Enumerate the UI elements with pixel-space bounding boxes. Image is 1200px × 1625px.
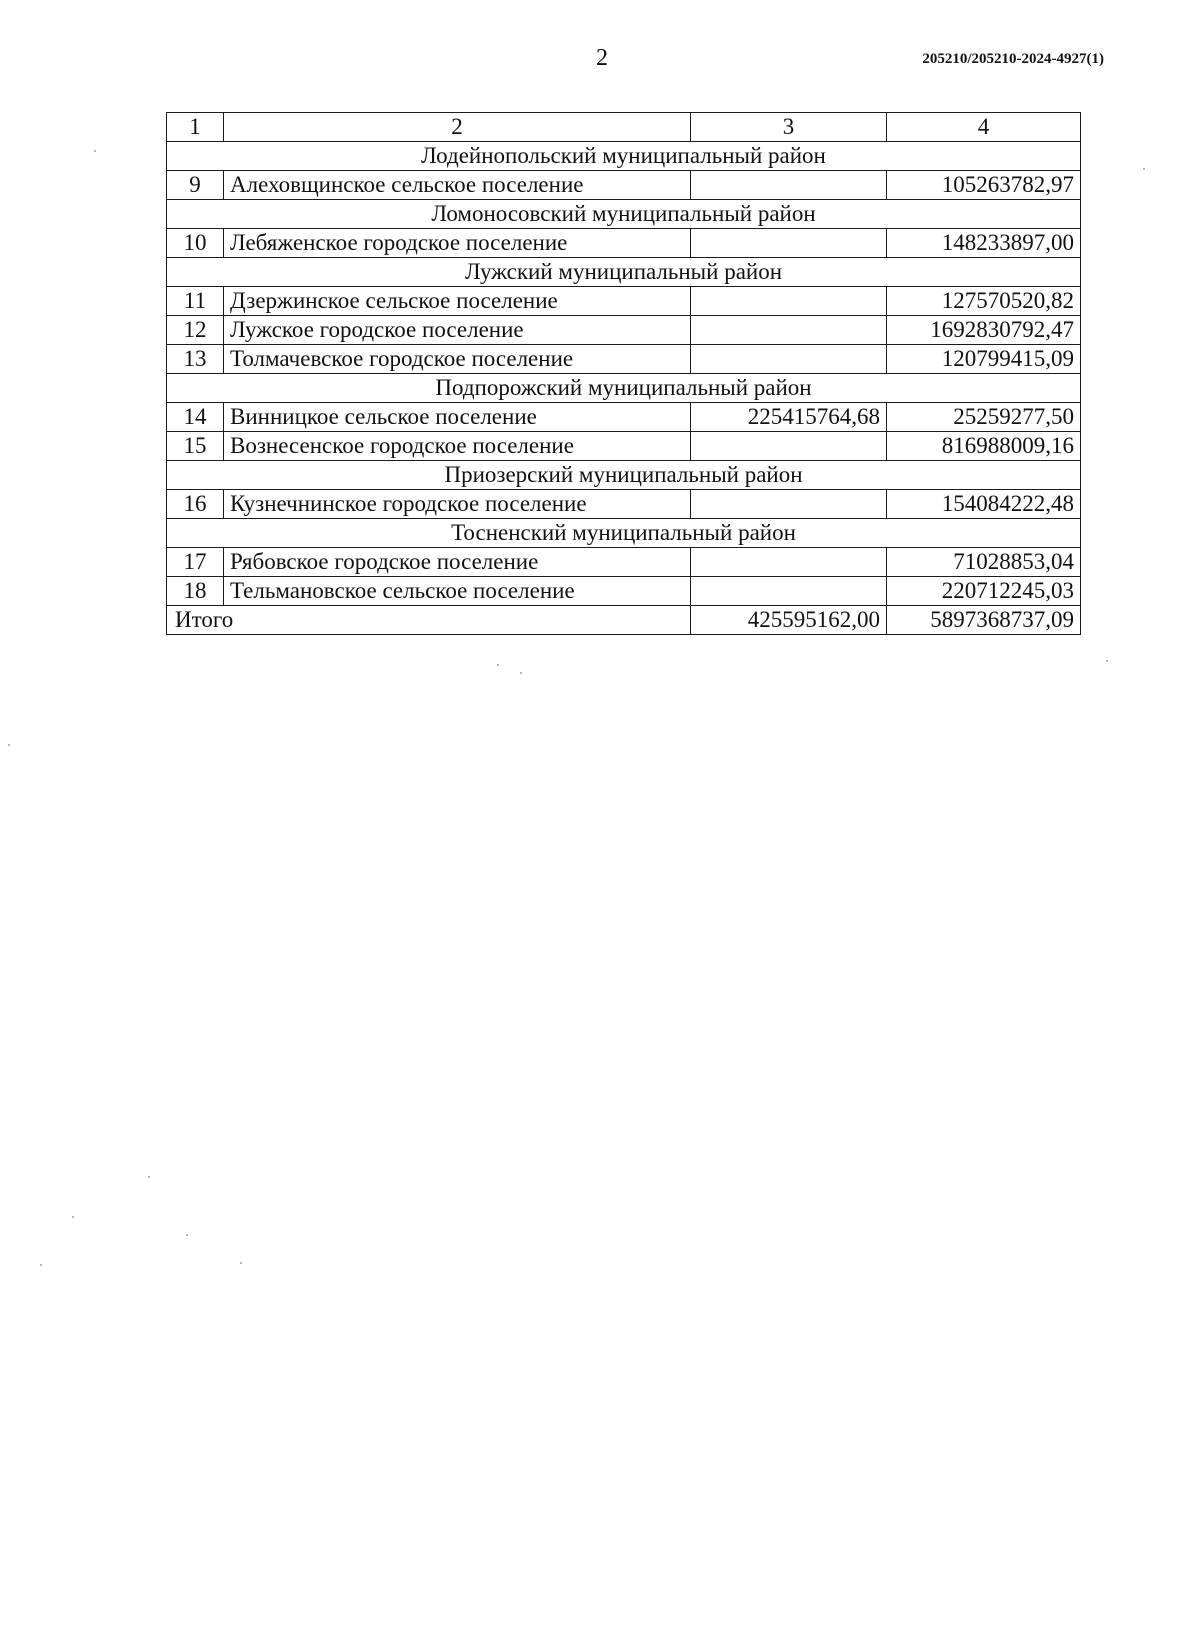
district-name: Лодейнопольский муниципальный район [167, 142, 1081, 171]
table-row [167, 345, 1081, 374]
table-row [167, 171, 1081, 200]
district-row [167, 374, 1081, 403]
total-column-4: 5897368737,09 [887, 606, 1081, 635]
column-3-value [691, 490, 887, 519]
column-4-value: 154084222,48 [887, 490, 1081, 519]
total-label: Итого [167, 606, 691, 635]
row-number: 16 [167, 490, 224, 519]
row-number: 17 [167, 548, 224, 577]
table-row [167, 548, 1081, 577]
settlement-name: Винницкое сельское поселение [224, 403, 691, 432]
table-row [167, 316, 1081, 345]
scan-speck [240, 1262, 242, 1264]
column-header: 2 [224, 113, 691, 142]
page-number: 2 [596, 45, 608, 71]
column-4-value: 71028853,04 [887, 548, 1081, 577]
scan-speck [148, 1176, 150, 1178]
table-row [167, 490, 1081, 519]
document-id: 205210/205210-2024-4927(1) [922, 51, 1104, 67]
column-4-value: 816988009,16 [887, 432, 1081, 461]
column-number-row [167, 113, 1081, 142]
table-row [167, 229, 1081, 258]
district-name: Лужский муниципальный район [167, 258, 1081, 287]
column-4-value: 120799415,09 [887, 345, 1081, 374]
settlement-name: Лужское городское поселение [224, 316, 691, 345]
district-row [167, 258, 1081, 287]
settlement-name: Кузнечнинское городское поселение [224, 490, 691, 519]
district-name: Подпорожский муниципальный район [167, 374, 1081, 403]
column-3-value [691, 548, 887, 577]
column-header: 4 [887, 113, 1081, 142]
settlement-name: Толмачевское городское поселение [224, 345, 691, 374]
district-row [167, 519, 1081, 548]
settlement-name: Вознесенское городское поселение [224, 432, 691, 461]
settlement-name: Дзержинское сельское поселение [224, 287, 691, 316]
column-3-value: 225415764,68 [691, 403, 887, 432]
column-header: 1 [167, 113, 224, 142]
district-name: Ломоносовский муниципальный район [167, 200, 1081, 229]
settlement-name: Лебяженское городское поселение [224, 229, 691, 258]
column-3-value [691, 287, 887, 316]
settlement-name: Тельмановское сельское поселение [224, 577, 691, 606]
district-name: Тосненский муниципальный район [167, 519, 1081, 548]
settlement-name: Рябовское городское поселение [224, 548, 691, 577]
scan-speck [497, 664, 499, 666]
scan-speck [1106, 660, 1108, 662]
district-row [167, 461, 1081, 490]
scan-speck [72, 1216, 74, 1218]
column-4-value: 220712245,03 [887, 577, 1081, 606]
column-3-value [691, 345, 887, 374]
settlement-name: Алеховщинское сельское поселение [224, 171, 691, 200]
column-4-value: 25259277,50 [887, 403, 1081, 432]
row-number: 13 [167, 345, 224, 374]
column-3-value [691, 577, 887, 606]
column-3-value [691, 171, 887, 200]
column-3-value [691, 432, 887, 461]
scan-speck [94, 150, 96, 152]
scan-speck [8, 744, 10, 746]
table-row [167, 403, 1081, 432]
row-number: 11 [167, 287, 224, 316]
total-row [167, 606, 1081, 635]
row-number: 9 [167, 171, 224, 200]
column-header: 3 [691, 113, 887, 142]
total-column-3: 425595162,00 [691, 606, 887, 635]
table-row [167, 432, 1081, 461]
table-row [167, 577, 1081, 606]
district-row [167, 200, 1081, 229]
column-4-value: 105263782,97 [887, 171, 1081, 200]
row-number: 10 [167, 229, 224, 258]
scan-speck [40, 1264, 42, 1266]
scan-speck [186, 1234, 188, 1236]
allocation-table [166, 112, 1081, 635]
table-row [167, 287, 1081, 316]
row-number: 15 [167, 432, 224, 461]
row-number: 18 [167, 577, 224, 606]
column-4-value: 148233897,00 [887, 229, 1081, 258]
row-number: 14 [167, 403, 224, 432]
district-row [167, 142, 1081, 171]
column-3-value [691, 316, 887, 345]
column-4-value: 127570520,82 [887, 287, 1081, 316]
column-3-value [691, 229, 887, 258]
scan-speck [1143, 168, 1145, 170]
scan-speck [520, 672, 522, 674]
district-name: Приозерский муниципальный район [167, 461, 1081, 490]
row-number: 12 [167, 316, 224, 345]
column-4-value: 1692830792,47 [887, 316, 1081, 345]
